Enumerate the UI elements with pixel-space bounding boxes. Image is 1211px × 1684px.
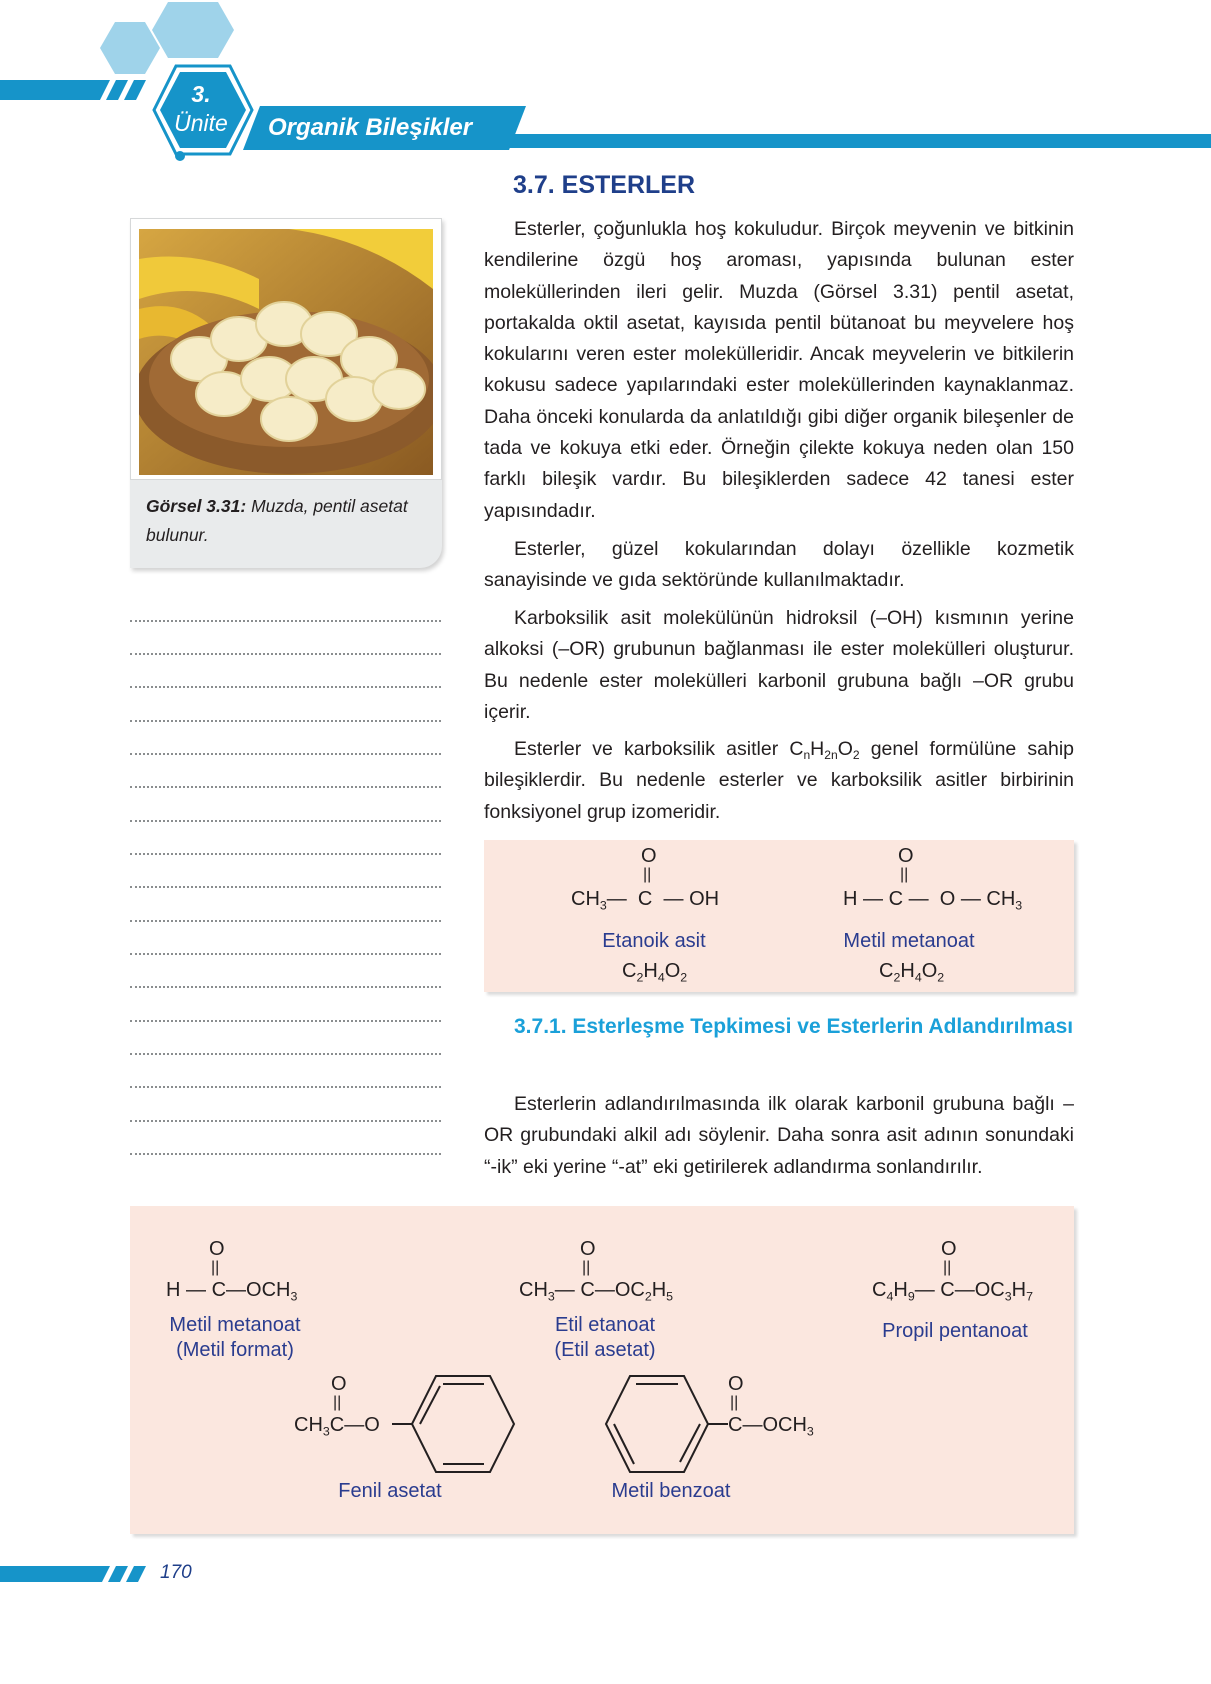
benzene-ring-2 (604, 1372, 734, 1476)
double-bond: || (943, 1259, 952, 1276)
acid-structure: $CH_3—$ C — OH (571, 888, 720, 913)
note-line (130, 1053, 441, 1055)
ester-2-structure: $CH_3—$ $C—OC_2H_5$ (519, 1279, 674, 1304)
paragraph-4 (484, 734, 1074, 828)
carbonyl-oxygen: O (898, 845, 914, 867)
ester-structure: H — C — O — $CH_3$ (843, 888, 1023, 913)
footer-stripes (0, 1560, 160, 1590)
note-line (130, 786, 441, 788)
ester-4-structure: $CH_3C—O$ (294, 1414, 380, 1439)
note-line (130, 820, 441, 822)
ester-name: Metil metanoat (843, 930, 975, 952)
carbonyl-oxygen: O (641, 845, 657, 867)
ester-formula: $C_2H_4O_2$ (879, 960, 945, 985)
double-bond: || (211, 1259, 220, 1276)
note-line (130, 1153, 441, 1155)
paragraph-1: Esterler, çoğunlukla hoş kokuludur. Birçok meyvenin ve bitkinin kendilerine özgü hoş aroması, yapısında bulunan ester moleküllerinden ileri gelir. Muzda (Görsel 3.31) pentil asetat, portakalda oktil asetat, kayısıda pentil bütanoat bu meyvelere hoş kokularını veren ester molekülleridir. Ancak meyvelerin ve bitkilerin kokusu sadece yapılarındaki ester moleküllerinden kaynaklanmaz. Daha önceki konularda da anlatıldığı gibi diğer organik bileşenler de tada ve kokuya etki eder. Örneğin çilekte kokuya neden olan 150 farklı bileşik vardır. Bu bileşiklerden sadece 42 tanesi ester yapısındadır. (484, 218, 1074, 522)
unit-badge-text (163, 80, 239, 138)
chapter-title: Organik Bileşikler (268, 114, 473, 141)
double-bond: || (900, 866, 909, 883)
page-number: 170 (160, 1562, 192, 1583)
note-line (130, 986, 441, 988)
carbonyl-oxygen: O (941, 1238, 957, 1260)
hexagon-decor-1 (100, 22, 160, 74)
note-line (130, 720, 441, 722)
ester-1-name: Metil metanoat (169, 1314, 301, 1336)
ester-1-structure: H — $C—OCH_3$ (166, 1279, 298, 1304)
acid-formula: $C_2H_4O_2$ (622, 960, 688, 985)
unit-word: Ünite (174, 110, 228, 136)
carbonyl-oxygen: O (728, 1373, 744, 1395)
subsection-title: 3.7.1. Esterleşme Tepkimesi ve Esterlerin Adlandırılması (514, 1015, 1074, 1038)
paragraph-2: Esterler, güzel kokularından dolayı özellikle kozmetik sanayisinde ve gıda sektöründe kullanılmaktadır. (484, 538, 1074, 592)
ester-4-name: Fenil asetat (338, 1480, 442, 1502)
ester-2-alt-name: (Etil asetat) (554, 1339, 656, 1361)
double-bond: || (730, 1394, 739, 1411)
ester-2-name: Etil etanoat (554, 1314, 656, 1336)
subsection-paragraph: Esterlerin adlandırılmasında ilk olarak karbonil grubuna bağlı –OR grubundaki alkil adı söylenir. Daha sonra asit adının sonundaki “-ik” eki yerine “-at” eki getirilerek adlandırma sonlandırılır. (484, 1093, 1074, 1178)
note-line (130, 1086, 441, 1088)
benzene-ring-1 (390, 1372, 516, 1476)
note-line (130, 953, 441, 955)
stripe-1 (88, 80, 110, 100)
carbonyl-oxygen: O (580, 1238, 596, 1260)
figure-caption-text: Muzda, pentil asetat bulunur. (146, 496, 408, 545)
isomer-example-box (484, 840, 1074, 992)
badge-dot (175, 151, 185, 161)
note-line (130, 853, 441, 855)
carbonyl-oxygen: O (209, 1238, 225, 1260)
stripe-3 (124, 80, 146, 100)
note-line (130, 1120, 441, 1122)
figure-caption (146, 492, 436, 550)
banana-photo (139, 229, 433, 475)
note-line (130, 620, 441, 622)
paragraph-3: Karboksilik asit molekülünün hidroksil (–OH) kısmının yerine alkoksi (–OR) grubunun bağlanması ile ester molekülleri oluşturur. Bu nedenle ester molekülleri karbonil grubuna bağlı –OR grubu içerir. (484, 607, 1074, 723)
ester-3-name: Propil pentanoat (882, 1320, 1028, 1342)
note-line (130, 653, 441, 655)
header-bar-right (500, 134, 1211, 148)
general-formula: $C_nH_{2n}O_2$ (789, 738, 860, 763)
ester-5-name: Metil benzoat (611, 1480, 731, 1502)
hexagon-decor-2 (152, 2, 234, 58)
double-bond: || (643, 866, 652, 883)
note-line (130, 1020, 441, 1022)
note-line (130, 686, 441, 688)
note-line (130, 920, 441, 922)
ester-3-structure: $C_4H_9—$ $C—OC_3H_7$ (872, 1279, 1033, 1304)
figure-caption-label: Görsel 3.31: (146, 496, 247, 516)
section-title: 3.7. ESTERLER (513, 171, 695, 199)
p4-pre: Esterler ve karboksilik asitler (514, 738, 790, 760)
note-line (130, 753, 441, 755)
double-bond: || (333, 1394, 342, 1411)
double-bond: || (582, 1259, 591, 1276)
unit-number: 3. (191, 81, 211, 107)
ester-1-alt-name: (Metil format) (176, 1339, 294, 1361)
ester-5-structure: $C—OCH_3$ (728, 1414, 814, 1439)
note-line (130, 886, 441, 888)
stripe-2 (106, 80, 128, 100)
p4-post: genel formülüne sahip bileşiklerdir. Bu nedenle esterler ve karboksilik asitler birbirinin fonksiyonel grup izomeridir. (484, 738, 1075, 823)
acid-name: Etanoik asit (602, 930, 706, 952)
carbonyl-oxygen: O (331, 1373, 347, 1395)
